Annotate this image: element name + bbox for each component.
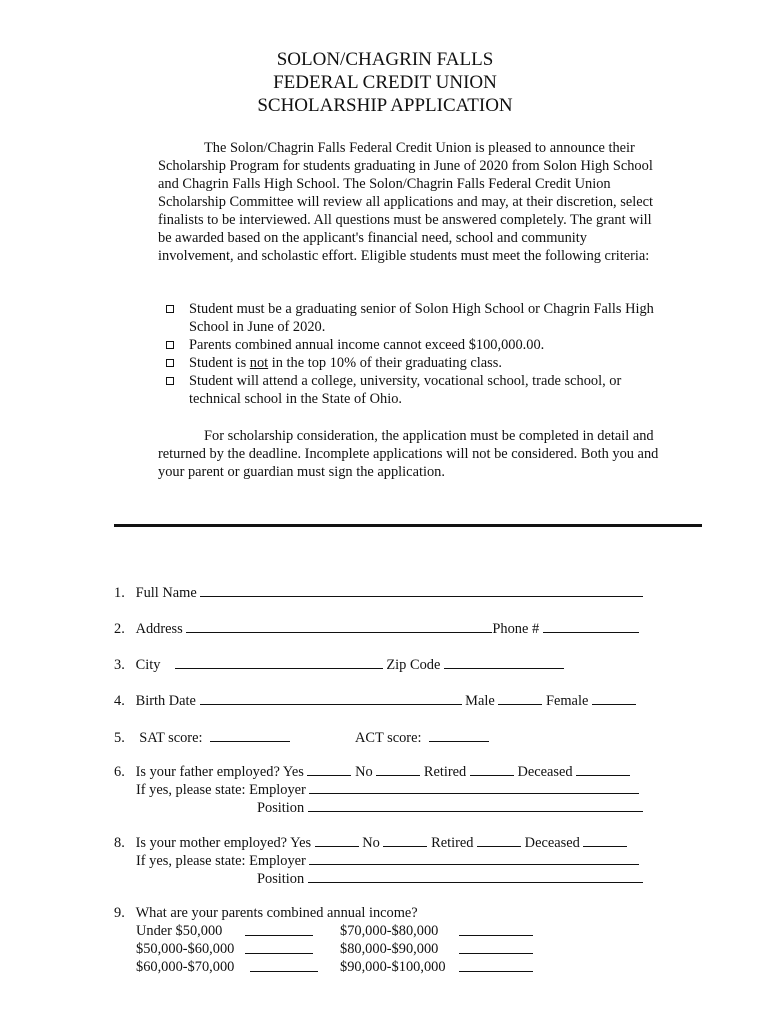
- checkbox-bullet-icon: [166, 359, 174, 367]
- income-range-label: $80,000-$90,000: [340, 941, 439, 957]
- question-1: [114, 583, 643, 602]
- income-option: [340, 958, 446, 976]
- father-retired-label: Retired: [423, 764, 467, 780]
- title-line-1: SOLON/CHAGRIN FALLS: [276, 49, 494, 70]
- income-option: [340, 940, 438, 958]
- mother-retired-label: Retired: [431, 835, 474, 851]
- mother-position-row: [257, 869, 643, 888]
- criteria-item: [158, 336, 663, 354]
- mother-employer-field[interactable]: [309, 851, 639, 865]
- income-option: [136, 958, 234, 976]
- income-60-70k-field[interactable]: [250, 958, 318, 972]
- father-employer-label: If yes, please state: Employer: [136, 782, 306, 798]
- act-score-label: ACT score:: [355, 730, 422, 746]
- father-no-field[interactable]: [376, 762, 420, 776]
- city-label: City: [135, 657, 161, 673]
- full-name-field[interactable]: [200, 583, 643, 597]
- birth-date-label: Birth Date: [135, 693, 196, 709]
- mother-employer-label: If yes, please state: Employer: [136, 853, 306, 869]
- income-80-90k-field[interactable]: [459, 940, 533, 954]
- question-8: [114, 833, 627, 852]
- question-2: [114, 619, 639, 638]
- question-number: 2.: [114, 621, 125, 637]
- income-option: [340, 922, 438, 940]
- mother-position-label: Position: [257, 871, 305, 887]
- question-6: [114, 762, 630, 781]
- income-90-100k-field[interactable]: [459, 958, 533, 972]
- sat-score-label: SAT score:: [139, 730, 203, 746]
- female-label: Female: [545, 693, 589, 709]
- criteria-list: [158, 300, 663, 408]
- criteria-text: Student is: [189, 355, 250, 371]
- phone-field[interactable]: [543, 619, 639, 633]
- income-under-50k-field[interactable]: [245, 922, 313, 936]
- address-field[interactable]: [186, 619, 492, 633]
- question-number: 1.: [114, 585, 125, 601]
- question-number: 3.: [114, 657, 125, 673]
- checkbox-bullet-icon: [166, 341, 174, 349]
- father-position-field[interactable]: [308, 798, 643, 812]
- income-70-80k-field[interactable]: [459, 922, 533, 936]
- closing-paragraph: [158, 427, 663, 481]
- income-option: [136, 922, 222, 940]
- male-field[interactable]: [498, 691, 542, 705]
- phone-label: Phone #: [492, 621, 540, 637]
- mother-deceased-label: Deceased: [524, 835, 580, 851]
- zip-code-field[interactable]: [444, 655, 564, 669]
- section-divider: [114, 524, 702, 527]
- criteria-emphasis: not: [249, 355, 269, 371]
- zip-code-label: Zip Code: [386, 657, 441, 673]
- act-score-field[interactable]: [429, 728, 489, 742]
- mother-position-field[interactable]: [308, 869, 643, 883]
- closing-text: For scholarship consideration, the application must be completed in detail and returned by the deadline. Incomplete applications will not be considered. Both you and your parent or guardian must sign the application.: [158, 428, 659, 480]
- question-number: 5.: [114, 730, 125, 746]
- income-range-label: $60,000-$70,000: [136, 959, 235, 975]
- act-score-group: [355, 728, 489, 747]
- income-option: [136, 940, 234, 958]
- sat-score-field[interactable]: [210, 728, 290, 742]
- father-yes-field[interactable]: [307, 762, 351, 776]
- father-employer-row: [136, 780, 639, 799]
- male-label: Male: [465, 693, 495, 709]
- full-name-label: Full Name: [135, 585, 197, 601]
- title-line-3: SCHOLARSHIP APPLICATION: [257, 95, 513, 116]
- question-9: [114, 904, 418, 922]
- address-label: Address: [135, 621, 183, 637]
- income-range-label: Under $50,000: [136, 923, 223, 939]
- mother-no-field[interactable]: [383, 833, 427, 847]
- father-deceased-field[interactable]: [576, 762, 630, 776]
- checkbox-bullet-icon: [166, 305, 174, 313]
- question-3: [114, 655, 564, 674]
- mother-employer-row: [136, 851, 639, 870]
- mother-deceased-field[interactable]: [583, 833, 627, 847]
- father-retired-field[interactable]: [470, 762, 514, 776]
- page-title: [0, 48, 770, 117]
- birth-date-field[interactable]: [200, 691, 462, 705]
- question-number: 6.: [114, 764, 125, 780]
- criteria-text: Parents combined annual income cannot exceed $100,000.00.: [189, 337, 545, 353]
- father-deceased-label: Deceased: [517, 764, 573, 780]
- father-no-label: No: [355, 764, 373, 780]
- question-5: [114, 728, 290, 747]
- criteria-item: [158, 372, 663, 408]
- income-range-label: $90,000-$100,000: [340, 959, 446, 975]
- criteria-text: in the top 10% of their graduating class.: [268, 355, 502, 371]
- mother-employed-label: Is your mother employed? Yes: [135, 835, 312, 851]
- father-position-label: Position: [257, 800, 305, 816]
- criteria-item: [158, 354, 663, 372]
- checkbox-bullet-icon: [166, 377, 174, 385]
- intro-paragraph: [158, 139, 663, 265]
- question-number: 4.: [114, 693, 125, 709]
- mother-yes-field[interactable]: [315, 833, 359, 847]
- father-employer-field[interactable]: [309, 780, 639, 794]
- father-position-row: [257, 798, 643, 817]
- criteria-item: [158, 300, 663, 336]
- income-range-label: $50,000-$60,000: [136, 941, 235, 957]
- father-employed-label: Is your father employed? Yes: [135, 764, 304, 780]
- question-number: 8.: [114, 835, 125, 851]
- income-50-60k-field[interactable]: [245, 940, 313, 954]
- intro-text: The Solon/Chagrin Falls Federal Credit Union is pleased to announce their Scholarship Program for students graduating in June of 2020 from Solon High School and Chagrin Falls High School. The Solon/Chagrin Falls Federal Credit Union Scholarship Committee will review all applications and may, at their discretion, select finalists to be interviewed. All questions must be answered completely. The grant will be awarded based on the applicant's financial need, school and community involvement, and scholastic effort. Eligible students must meet the following criteria:: [158, 140, 654, 264]
- income-range-label: $70,000-$80,000: [340, 923, 439, 939]
- female-field[interactable]: [592, 691, 636, 705]
- question-4: [114, 691, 636, 710]
- title-line-2: FEDERAL CREDIT UNION: [273, 72, 497, 93]
- income-label: What are your parents combined annual income?: [135, 905, 418, 921]
- mother-retired-field[interactable]: [477, 833, 521, 847]
- criteria-text: Student will attend a college, university, vocational school, trade school, or technical school in the State of Ohio.: [189, 373, 622, 407]
- city-field[interactable]: [175, 655, 383, 669]
- mother-no-label: No: [362, 835, 380, 851]
- question-number: 9.: [114, 905, 125, 921]
- criteria-text: Student must be a graduating senior of Solon High School or Chagrin Falls High School in June of 2020.: [189, 301, 654, 335]
